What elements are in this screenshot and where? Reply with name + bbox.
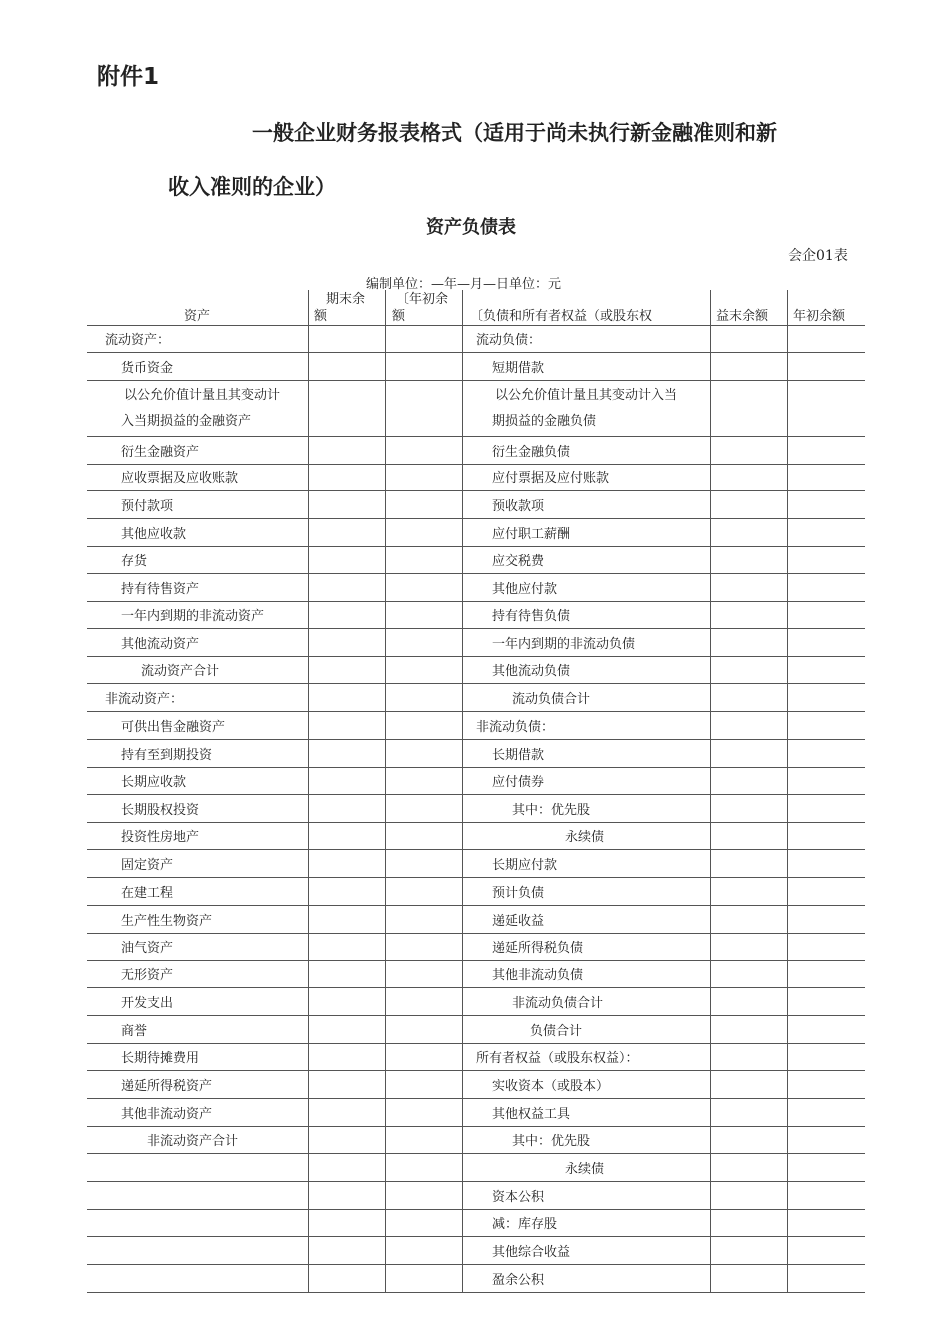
asset-item: 衍生金融资产 [121, 445, 200, 460]
column-header-liabilities: 〔负债和所有者权益（或股东权 [470, 309, 653, 324]
liability-item: 盈余公积 [492, 1273, 545, 1288]
table-row-divider [87, 352, 865, 353]
table-row-divider [87, 1015, 865, 1016]
column-header-period-end-2: 额 [314, 309, 328, 324]
column-header-year-begin-right: 年初余额 [793, 309, 846, 324]
asset-item: 油气资产 [121, 941, 174, 956]
table-row-divider [87, 1070, 865, 1071]
asset-item: 预付款项 [121, 499, 174, 514]
table-column-divider [710, 290, 711, 1292]
table-row-divider [87, 656, 865, 657]
liability-item: 以公允价值计量且其变动计入当 [495, 388, 678, 403]
liability-item: 递延所得税负债 [492, 941, 584, 956]
liability-item: 负债合计 [530, 1024, 583, 1039]
table-row-divider [87, 933, 865, 934]
document-title-line-1: 一般企业财务报表格式（适用于尚未执行新金融准则和新 [252, 121, 777, 145]
liability-item: 应付票据及应付账款 [492, 471, 610, 486]
asset-item: 递延所得税资产 [121, 1079, 213, 1094]
table-title: 资产负债表 [426, 217, 516, 238]
liability-item: 永续债 [565, 830, 605, 845]
asset-item: 可供出售金融资产 [121, 720, 226, 735]
liability-item: 短期借款 [492, 361, 545, 376]
table-row-divider [87, 1264, 865, 1265]
table-row-divider [87, 601, 865, 602]
liability-item: 非流动负债合计 [512, 996, 604, 1011]
liability-item: 其他权益工具 [492, 1107, 571, 1122]
asset-item: 长期应收款 [121, 775, 187, 790]
column-header-assets: 资产 [184, 309, 211, 324]
table-row-divider [87, 325, 865, 326]
liability-item: 其中：优先股 [512, 803, 591, 818]
liability-item-cont: 期损益的金融负债 [492, 414, 597, 429]
liability-item: 流动负债： [476, 333, 542, 348]
liability-item: 实收资本（或股本） [492, 1079, 610, 1094]
form-number: 会企01表 [788, 248, 848, 264]
liability-item: 其他应付款 [492, 582, 558, 597]
asset-item: 持有待售资产 [121, 582, 200, 597]
table-row-divider [87, 1098, 865, 1099]
table-row-divider [87, 1126, 865, 1127]
liability-item: 其他流动负债 [492, 664, 571, 679]
asset-item: 以公允价值计量且其变动计 [124, 388, 281, 403]
asset-item: 其他应收款 [121, 527, 187, 542]
liability-item: 预收款项 [492, 499, 545, 514]
liability-item: 衍生金融负债 [492, 445, 571, 460]
table-column-divider [308, 290, 309, 1292]
liability-item: 长期应付款 [492, 858, 558, 873]
liability-item: 资本公积 [492, 1190, 545, 1205]
column-header-period-end-right: 益末余额 [716, 309, 769, 324]
table-column-divider [787, 290, 788, 1292]
table-row-divider [87, 573, 865, 574]
table-row-divider [87, 1292, 865, 1293]
asset-item: 一年内到期的非流动资产 [121, 609, 265, 624]
column-header-year-begin-2: 额 [392, 309, 406, 324]
liability-item: 应付债券 [492, 775, 545, 790]
liability-item: 其他综合收益 [492, 1245, 571, 1260]
asset-item: 长期股权投资 [121, 803, 200, 818]
asset-item: 其他流动资产 [121, 637, 200, 652]
asset-item: 固定资产 [121, 858, 174, 873]
asset-item: 非流动资产合计 [147, 1134, 239, 1149]
table-row-divider [87, 1209, 865, 1210]
asset-item: 货币资金 [121, 361, 174, 376]
table-row-divider [87, 1236, 865, 1237]
table-row-divider [87, 683, 865, 684]
asset-item: 长期待摊费用 [121, 1051, 200, 1066]
asset-item: 存货 [121, 554, 148, 569]
asset-item: 流动资产： [105, 333, 171, 348]
asset-item: 非流动资产： [105, 692, 184, 707]
asset-item: 开发支出 [121, 996, 174, 1011]
table-row-divider [87, 1153, 865, 1154]
table-row-divider [87, 628, 865, 629]
asset-item: 投资性房地产 [121, 830, 200, 845]
asset-item: 商誉 [121, 1024, 148, 1039]
liability-item: 一年内到期的非流动负债 [492, 637, 636, 652]
asset-item: 无形资产 [121, 968, 174, 983]
asset-item: 在建工程 [121, 886, 174, 901]
table-row-divider [87, 849, 865, 850]
table-row-divider [87, 794, 865, 795]
asset-item: 应收票据及应收账款 [121, 471, 239, 486]
table-row-divider [87, 822, 865, 823]
table-row-divider [87, 877, 865, 878]
liability-item: 流动负债合计 [512, 692, 591, 707]
table-row-divider [87, 1043, 865, 1044]
liability-item: 应付职工薪酬 [492, 527, 571, 542]
table-row-divider [87, 739, 865, 740]
table-row-divider [87, 960, 865, 961]
table-row-divider [87, 546, 865, 547]
asset-item: 持有至到期投资 [121, 748, 213, 763]
liability-item: 其他非流动负债 [492, 968, 584, 983]
asset-item: 流动资产合计 [141, 664, 220, 679]
document-title-line-2: 收入准则的企业） [168, 175, 336, 199]
attachment-label: 附件1 [97, 64, 160, 90]
asset-item: 生产性生物资产 [121, 914, 213, 929]
table-column-divider [462, 290, 463, 1292]
asset-item: 其他非流动资产 [121, 1107, 213, 1122]
table-row-divider [87, 987, 865, 988]
column-header-period-end: 期末余 [326, 292, 366, 307]
table-row-divider [87, 905, 865, 906]
table-column-divider [385, 290, 386, 1292]
liability-item: 应交税费 [492, 554, 545, 569]
liability-item: 非流动负债： [476, 720, 555, 735]
table-row-divider [87, 711, 865, 712]
liability-item: 永续债 [565, 1162, 605, 1177]
liability-item: 减：库存股 [492, 1217, 558, 1232]
table-row-divider [87, 518, 865, 519]
table-row-divider [87, 490, 865, 491]
liability-item: 持有待售负债 [492, 609, 571, 624]
table-row-divider [87, 380, 865, 381]
liability-item: 长期借款 [492, 748, 545, 763]
liability-item: 其中：优先股 [512, 1134, 591, 1149]
column-header-year-begin: 〔年初余 [396, 292, 449, 307]
table-row-divider [87, 464, 865, 465]
table-row-divider [87, 436, 865, 437]
table-row-divider [87, 1181, 865, 1182]
liability-item: 预计负债 [492, 886, 545, 901]
liability-item: 递延收益 [492, 914, 545, 929]
liability-item: 所有者权益（或股东权益）： [476, 1051, 639, 1066]
unit-line: 编制单位：—年—月—日单位：元 [366, 277, 562, 292]
table-row-divider [87, 767, 865, 768]
asset-item-cont: 入当期损益的金融资产 [121, 414, 252, 429]
